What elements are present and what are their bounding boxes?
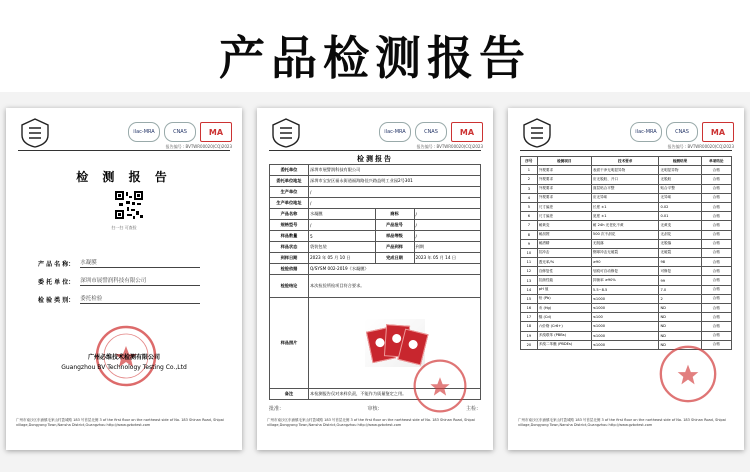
- table-cell: 透光率/%: [537, 258, 591, 267]
- table-cell: 合格: [701, 331, 731, 340]
- table-cell: 外观要求: [537, 193, 591, 202]
- table-row: [521, 285, 732, 294]
- field-value: 深圳市展譬润科技有限公司: [80, 276, 200, 286]
- table-cell: ND: [659, 322, 701, 331]
- table-cell: 19: [521, 331, 538, 340]
- table-cell: 无脱落: [659, 239, 701, 248]
- table-cell: 9: [521, 239, 538, 248]
- table-cell: 尺寸偏差: [537, 202, 591, 211]
- report-results-page[interactable]: [508, 108, 744, 450]
- report-cover-page[interactable]: [6, 108, 242, 450]
- table-cell: 耐刮擦: [537, 230, 591, 239]
- table-row: 到样日期 2023 年 05 月 10 日 完成日期 2023 年 05 月 14 日: [270, 253, 481, 264]
- table-row: [521, 166, 732, 175]
- table-cell: 合格: [701, 313, 731, 322]
- report-number: 报告编号 : BVTWR00020(CQ)2023: [416, 144, 483, 149]
- table-cell: 抑菌率 ≥90%: [591, 276, 659, 285]
- table-row: 检验依据 Q/SYSM 002-2019《水凝膜》: [270, 264, 481, 275]
- table-cell: 6: [521, 212, 538, 221]
- table-header-row: 序号 检测项目 技术要求 检测结果 单项结论: [521, 157, 732, 166]
- table-cell: 宽度 ±1: [591, 212, 659, 221]
- table-cell: 无脱落: [591, 239, 659, 248]
- field-label: 委 托 单 位：: [38, 279, 75, 286]
- table-cell: 10: [521, 248, 538, 257]
- table-cell: 4: [521, 193, 538, 202]
- table-cell: 合格: [701, 276, 731, 285]
- bureau-veritas-logo-icon: [20, 118, 50, 148]
- cnas-logo-icon: CNAS: [415, 122, 447, 142]
- table-row: [521, 202, 732, 211]
- qr-verify-caption: 扫一扫 可查验: [111, 225, 137, 230]
- table-cell: 六价铬 (Cr6+): [537, 322, 591, 331]
- table-cell: ≤1000: [591, 340, 659, 349]
- table-cell: ≤1000: [591, 331, 659, 340]
- table-cell: 合格: [701, 212, 731, 221]
- table-cell: 5.5~8.5: [591, 285, 659, 294]
- table-cell: 5: [521, 202, 538, 211]
- table-cell: 抗冲击: [537, 248, 591, 257]
- table-cell: 合格: [701, 258, 731, 267]
- table-cell: 合格: [701, 175, 731, 184]
- table-cell: 11: [521, 258, 538, 267]
- official-seal-icon: [412, 358, 468, 414]
- lab-name-cn: 广州必维技术检测有限公司: [87, 354, 160, 361]
- cover-title: 检 测 报 告: [76, 170, 172, 184]
- table-cell: pH 值: [537, 285, 591, 294]
- ilac-logo-icon: ilac-MRA: [379, 122, 411, 142]
- table-cell: 15: [521, 294, 538, 303]
- table-row: [521, 304, 732, 313]
- table-cell: 17: [521, 313, 538, 322]
- table-cell: 耐 24h 光老化不黄: [591, 221, 659, 230]
- accreditation-logos: [128, 122, 232, 142]
- table-cell: 12: [521, 267, 538, 276]
- table-cell: 外观要求: [537, 184, 591, 193]
- table-row: [521, 294, 732, 303]
- lab-address: 广州市南沙区东涌镇毛家山村盈城路 183 号首层北侧 3 of the first floor on the northeast side of No. 183 Shinan Road, Shipai village,Dongyong Town,Nansha District,Guangzhou http://www.gzbvtest.com: [267, 418, 475, 427]
- table-cell: 无破裂: [659, 248, 701, 257]
- table-cell: 16: [521, 304, 538, 313]
- report-info-page[interactable]: [257, 108, 493, 450]
- table-cell: 1: [521, 166, 538, 175]
- table-cell: 7: [521, 221, 538, 230]
- table-cell: ≤100: [591, 313, 659, 322]
- signature-line: 批准： 审核： 主检：: [269, 406, 481, 412]
- report-number: 报告编号 : BVTWR00020(CQ)2023: [667, 144, 734, 149]
- lab-address: 广州市南沙区东涌镇毛家山村盈城路 183 号首层北侧 3 of the first floor on the northeast side of No. 183 Shinan Road, Shipai village,Dongyong Town,Nansha District,Guangzhou http://www.gzbvtest.com: [16, 418, 224, 427]
- table-row: [521, 230, 732, 239]
- test-type-field: [38, 294, 200, 304]
- table-cell: 20: [521, 340, 538, 349]
- table-row: 规格型号 / 产品批号 /: [270, 220, 481, 231]
- accreditation-logos: [630, 122, 734, 142]
- table-cell: 合格: [701, 239, 731, 248]
- lab-address: 广州市南沙区东涌镇毛家山村盈城路 183 号首层北侧 3 of the first floor on the northeast side of No. 183 Shinan Road, Shipai village,Dongyong Town,Nansha District,Guangzhou http://www.gzbvtest.com: [518, 418, 726, 427]
- lab-name-en: Guangzhou BV Technology Testing Co.,Ltd: [61, 364, 187, 371]
- table-cell: 应无脱胶、开口: [591, 175, 659, 184]
- report-number: 报告编号 : BVTWR00020(CQ)2023: [165, 144, 232, 149]
- table-cell: 3: [521, 184, 538, 193]
- table-cell: 可修复: [659, 267, 701, 276]
- table-cell: 18: [521, 322, 538, 331]
- table-cell: 耐酒精: [537, 239, 591, 248]
- table-row: 样品状态 袋装包装 产品到样 到期: [270, 242, 481, 253]
- table-cell: 无黄变: [659, 221, 701, 230]
- table-cell: 划痕可自动修复: [591, 267, 659, 276]
- table-row: [521, 267, 732, 276]
- table-cell: 无明显异物: [659, 166, 701, 175]
- table-cell: 表面干净无明显异物: [591, 166, 659, 175]
- table-cell: 铅 (Pb): [537, 294, 591, 303]
- table-row: [521, 276, 732, 285]
- table-row: [521, 175, 732, 184]
- table-cell: 500 次不刮花: [591, 230, 659, 239]
- table-cell: 外观要求: [537, 166, 591, 175]
- table-cell: 应无异味: [591, 193, 659, 202]
- table-cell: 99: [659, 276, 701, 285]
- table-cell: 无异味: [659, 193, 701, 202]
- product-name-field: [38, 258, 200, 268]
- table-row: 生产单位地址 /: [270, 198, 481, 209]
- table-cell: 合格: [701, 230, 731, 239]
- table-cell: 14: [521, 285, 538, 294]
- table-cell: ND: [659, 340, 701, 349]
- table-cell: ≤1000: [591, 294, 659, 303]
- table-row: [521, 313, 732, 322]
- table-cell: 长度 ±1: [591, 202, 659, 211]
- table-cell: 2: [521, 175, 538, 184]
- info-title: 检测报告: [357, 155, 393, 163]
- table-row: [521, 221, 732, 230]
- table-cell: 多溴联苯 (PBBs): [537, 331, 591, 340]
- field-label: 检 验 类 别：: [38, 297, 75, 304]
- table-row: [521, 193, 732, 202]
- table-cell: 合格: [701, 304, 731, 313]
- table-cell: 面层贴合平整: [591, 184, 659, 193]
- table-row: 备注 本检测报告仅对来样负责，不能作为质量鉴定之用。: [270, 389, 481, 400]
- table-cell: 尺寸偏差: [537, 212, 591, 221]
- ilac-logo-icon: ilac-MRA: [128, 122, 160, 142]
- cnas-logo-icon: CNAS: [164, 122, 196, 142]
- accreditation-logos: [379, 122, 483, 142]
- cnas-logo-icon: CNAS: [666, 122, 698, 142]
- table-cell: 合格: [701, 166, 731, 175]
- table-row: 委托单位地址 深圳市宝安区福永街道福海路佳兴路益明工业园2号301: [270, 176, 481, 187]
- table-cell: 无刮花: [659, 230, 701, 239]
- table-cell: 钢球冲击无破裂: [591, 248, 659, 257]
- table-cell: 合格: [701, 294, 731, 303]
- table-cell: ≤1000: [591, 322, 659, 331]
- table-cell: 7.0: [659, 285, 701, 294]
- table-row: [521, 322, 732, 331]
- cma-logo-icon: MA: [451, 122, 483, 142]
- header-divider: [520, 150, 732, 151]
- table-cell: 合格: [701, 340, 731, 349]
- table-cell: 合格: [701, 184, 731, 193]
- table-cell: ≥90: [591, 258, 659, 267]
- table-cell: 合格: [701, 202, 731, 211]
- page-headline: 产品检测报告: [219, 31, 531, 85]
- table-cell: ≤1000: [591, 304, 659, 313]
- table-cell: 0.01: [659, 212, 701, 221]
- table-cell: 耐黄变: [537, 221, 591, 230]
- table-cell: 无脱胶: [659, 175, 701, 184]
- results-table: [520, 156, 732, 350]
- table-cell: 98: [659, 258, 701, 267]
- table-row: 产品名称 水凝膜 商标 /: [270, 209, 481, 220]
- table-row: 样品数量 5 样品等级 /: [270, 231, 481, 242]
- header-divider: [18, 150, 230, 151]
- qr-code-icon: [114, 190, 144, 220]
- table-cell: 抗菌性能: [537, 276, 591, 285]
- table-cell: 2: [659, 294, 701, 303]
- table-row: [521, 239, 732, 248]
- table-cell: 合格: [701, 221, 731, 230]
- table-cell: 外观要求: [537, 175, 591, 184]
- client-field: [38, 276, 200, 286]
- field-label: 产 品 名 称：: [38, 261, 75, 268]
- field-value: 委托检验: [80, 294, 200, 304]
- table-cell: 8: [521, 230, 538, 239]
- table-cell: 汞 (Hg): [537, 304, 591, 313]
- table-cell: 合格: [701, 322, 731, 331]
- table-row: 样品照片: [270, 298, 481, 389]
- field-value: 水凝膜: [80, 258, 200, 268]
- table-cell: 多溴二苯醚 (PBDEs): [537, 340, 591, 349]
- table-cell: 合格: [701, 193, 731, 202]
- cma-logo-icon: MA: [200, 122, 232, 142]
- table-row: 检验结论 本次检验所检项目符合要求。: [270, 275, 481, 298]
- table-cell: ND: [659, 331, 701, 340]
- table-row: [521, 184, 732, 193]
- table-row: 生产单位 /: [270, 187, 481, 198]
- cma-logo-icon: MA: [702, 122, 734, 142]
- table-cell: 自修复性: [537, 267, 591, 276]
- ilac-logo-icon: ilac-MRA: [630, 122, 662, 142]
- table-cell: 13: [521, 276, 538, 285]
- table-row: [521, 212, 732, 221]
- table-cell: 合格: [701, 267, 731, 276]
- table-row: [521, 248, 732, 257]
- table-cell: 合格: [701, 248, 731, 257]
- table-cell: ND: [659, 313, 701, 322]
- table-row: [521, 331, 732, 340]
- table-cell: 镉 (Cd): [537, 313, 591, 322]
- table-cell: 0.02: [659, 202, 701, 211]
- bureau-veritas-logo-icon: [522, 118, 552, 148]
- table-row: 委托单位 深圳市展譬润科技有限公司: [270, 165, 481, 176]
- table-cell: 贴合平整: [659, 184, 701, 193]
- table-cell: 合格: [701, 285, 731, 294]
- table-row: [521, 258, 732, 267]
- header-divider: [269, 150, 481, 151]
- bureau-veritas-logo-icon: [271, 118, 301, 148]
- table-cell: ND: [659, 304, 701, 313]
- official-seal-icon: [658, 344, 718, 404]
